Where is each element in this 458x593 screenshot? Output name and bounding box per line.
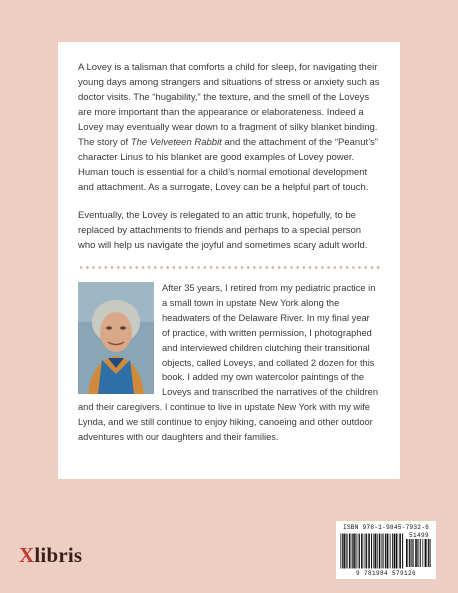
barcode-bar: [358, 534, 359, 569]
barcode-bar: [347, 534, 348, 569]
barcode-bar: [428, 539, 429, 567]
barcode-bar: [355, 534, 356, 569]
barcode-bar: [412, 539, 413, 567]
barcode-bar: [346, 534, 347, 569]
xlibris-logo: Xlibris: [19, 543, 83, 567]
barcode-bar: [377, 534, 378, 569]
barcode-bar: [379, 534, 381, 569]
barcode-bar: [409, 539, 410, 567]
barcode-bar: [392, 534, 393, 569]
author-photo: [78, 282, 154, 394]
barcode-bar: [343, 534, 345, 569]
addon-bars: [406, 539, 432, 567]
back-cover-text-panel: [58, 42, 400, 479]
barcode-bar: [389, 534, 390, 569]
barcode-bar: [359, 534, 360, 569]
barcode-bar: [398, 534, 399, 569]
barcode-addon: 51499: [408, 532, 429, 539]
barcode-bar: [368, 534, 370, 569]
barcode-bar: [340, 534, 341, 569]
barcode-bar: [383, 534, 384, 569]
barcode-bar: [382, 534, 383, 569]
barcode-bar: [366, 534, 367, 569]
author-bio: [78, 281, 380, 445]
barcode-bar: [373, 534, 374, 569]
barcode-bar: [352, 534, 353, 569]
isbn-barcode: [336, 521, 436, 579]
barcode-bar: [349, 534, 351, 569]
barcode-bar: [385, 534, 386, 569]
barcode-number: 9 781984 579126: [355, 570, 416, 577]
barcode-bar: [420, 539, 421, 567]
barcode-bar: [417, 539, 418, 567]
dotted-divider: [78, 266, 380, 269]
intro-paragraph-2: Eventually, the Lovey is relegated to an attic trunk, hopefully, to be replaced by attachments to friends and perhaps to a special person who will help us navigate the joyful and sometimes scary adult world.: [78, 210, 368, 251]
barcode-bar: [374, 534, 376, 569]
barcode-bar: [342, 534, 343, 569]
barcode-bar: [406, 539, 408, 567]
barcode-bar: [402, 534, 403, 569]
barcode-bar: [390, 534, 391, 569]
barcode-bar: [361, 534, 363, 569]
author-bio-text: After 35 years, I retired from my pediatric practice in a small town in upstate New York along the headwaters of the Delaware River. In my final year of practice, with written permission, I photographed and interviewed children clutching their transitional objects, called Loveys, and collated 2 dozen for this book. I added my own watercolor paintings of the Loveys and transcribed the narratives of the children and their caregivers. I continue to live in upstate New York with my wife Lynda, and we still continue to enjoy hiking, canoeing and other outdoor adventures with our daughters and their families.: [78, 283, 379, 443]
barcode-bar: [425, 539, 427, 567]
barcode-bar: [424, 539, 425, 567]
barcode-bar: [413, 539, 414, 567]
barcode-bar: [430, 539, 431, 567]
barcode-bar: [415, 539, 417, 567]
ean-bars: [340, 533, 404, 569]
intro-paragraph-1: [78, 60, 380, 195]
barcode-bar: [353, 534, 355, 569]
barcode-bar: [399, 534, 401, 569]
intro-text-b: and the attachment of the “Peanut’s” character Linus to his blanket are good examples of Lovey power. Human touch is essential for a child’s normal emotional development and attachment. As a surrogate, Lovey can be a helpful part of touch.: [78, 137, 378, 193]
barcode-bar: [422, 539, 423, 567]
isbn-label: ISBN 978-1-9845-7932-6: [342, 524, 430, 531]
barcode-bar: [396, 534, 397, 569]
book-title-velveteen-rabbit: The Velveteen Rabbit: [130, 137, 222, 148]
intro-text-a: A Lovey is a talisman that comforts a child for sleep, for navigating their young days among strangers and situations of stress or anxiety such as doctor visits. The “hugability,” the texture, and the smell of the Loveys are more important than the appearance or elaborateness. Indeed a Lovey may eventually wear down to a fragment of silky blanket binding. The story of: [78, 62, 380, 148]
barcode-bar: [411, 539, 412, 567]
barcode-bar: [387, 534, 389, 569]
barcode-bar: [364, 534, 365, 569]
barcode-bar: [365, 534, 366, 569]
barcode-bars: [340, 533, 432, 569]
barcode-bar: [371, 534, 372, 569]
barcode-bar: [394, 534, 396, 569]
